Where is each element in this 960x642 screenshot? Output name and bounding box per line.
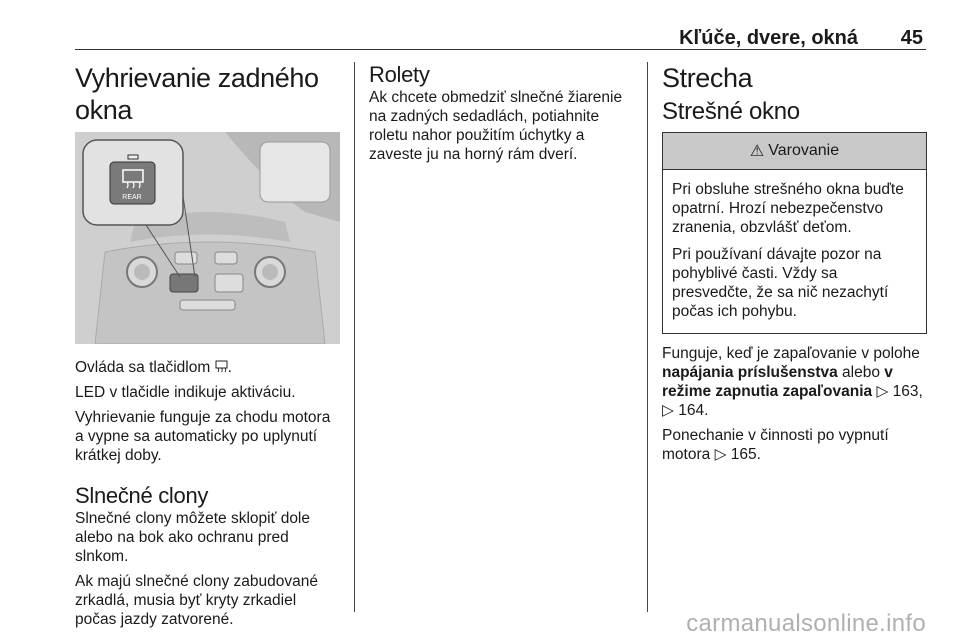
column-3 xyxy=(662,62,927,470)
chapter-title: Kľúče, dvere, okná xyxy=(679,27,858,49)
column-divider xyxy=(354,62,355,612)
page-header xyxy=(75,0,926,50)
column-divider xyxy=(647,62,648,612)
dashboard-illustration xyxy=(75,132,340,344)
body-paragraph: Ponechanie v činnosti po vypnutí motora ▷ 165. xyxy=(662,427,889,463)
body-paragraph: Ak majú slnečné clony zabudované zrkadlá, musia byť kryty zrkadiel počas jazdy zatvorené. xyxy=(75,573,318,628)
section-heading: Slnečné clony xyxy=(75,483,209,508)
page-reference[interactable]: 164. xyxy=(673,402,709,419)
column-2 xyxy=(369,62,637,170)
page-reference[interactable]: 165. xyxy=(726,446,761,463)
page-number: 45 xyxy=(900,27,923,49)
body-paragraph: Ovláda sa tlačidlom . xyxy=(75,359,232,376)
body-paragraph: Vyhrievanie funguje za chodu motora a vypne sa automaticky po uplynutí krátkej doby. xyxy=(75,409,331,464)
warning-body xyxy=(663,170,926,333)
rear-window-heater-icon xyxy=(215,359,228,376)
warning-triangle-icon: ⚠ xyxy=(749,143,765,160)
page-reference-arrow-icon: ▷ xyxy=(876,383,889,400)
warning-title: Varovanie xyxy=(768,142,840,159)
page-reference[interactable]: 163, xyxy=(888,383,923,400)
section-heading: Rolety xyxy=(369,62,430,87)
page-reference-arrow-icon: ▷ xyxy=(714,446,727,463)
column-1 xyxy=(75,62,340,635)
body-paragraph: Funguje, keď je zapaľovanie v polohe napájania príslušenstva alebo v režime zapnutia zapaľovania ▷ 163, ▷ 164. xyxy=(662,345,923,419)
warning-header xyxy=(663,133,926,170)
section-heading: Vyhrievanie zadného okna xyxy=(75,63,319,125)
page-reference-arrow-icon: ▷ xyxy=(662,402,674,419)
watermark: carmanualsonline.info xyxy=(686,610,926,637)
subsection-heading: Strešné okno xyxy=(662,98,800,125)
body-paragraph: LED v tlačidle indikuje aktiváciu. xyxy=(75,384,296,401)
body-paragraph: Slnečné clony môžete sklopiť dole alebo na bok ako ochranu pred slnkom. xyxy=(75,510,310,565)
section-heading: Strecha xyxy=(662,63,753,93)
warning-paragraph: Pri obsluhe strešného okna buďte opatrní. Hrozí nebezpečenstvo zranenia, obzvlášť deťom. xyxy=(672,181,904,236)
figure-button-label: REAR xyxy=(122,194,142,201)
section-sun-visors xyxy=(75,483,340,629)
body-paragraph: Ak chcete obmedziť slnečné žiarenie na zadných sedadlách, potiahnite roletu nahor použitím úchytky a zaveste ju na horný rám dverí. xyxy=(369,89,623,163)
warning-box xyxy=(662,132,927,334)
warning-paragraph: Pri používaní dávajte pozor na pohyblivé časti. Vždy sa presvedčte, že sa nič nezachytí počas ich pohybu. xyxy=(672,246,889,320)
